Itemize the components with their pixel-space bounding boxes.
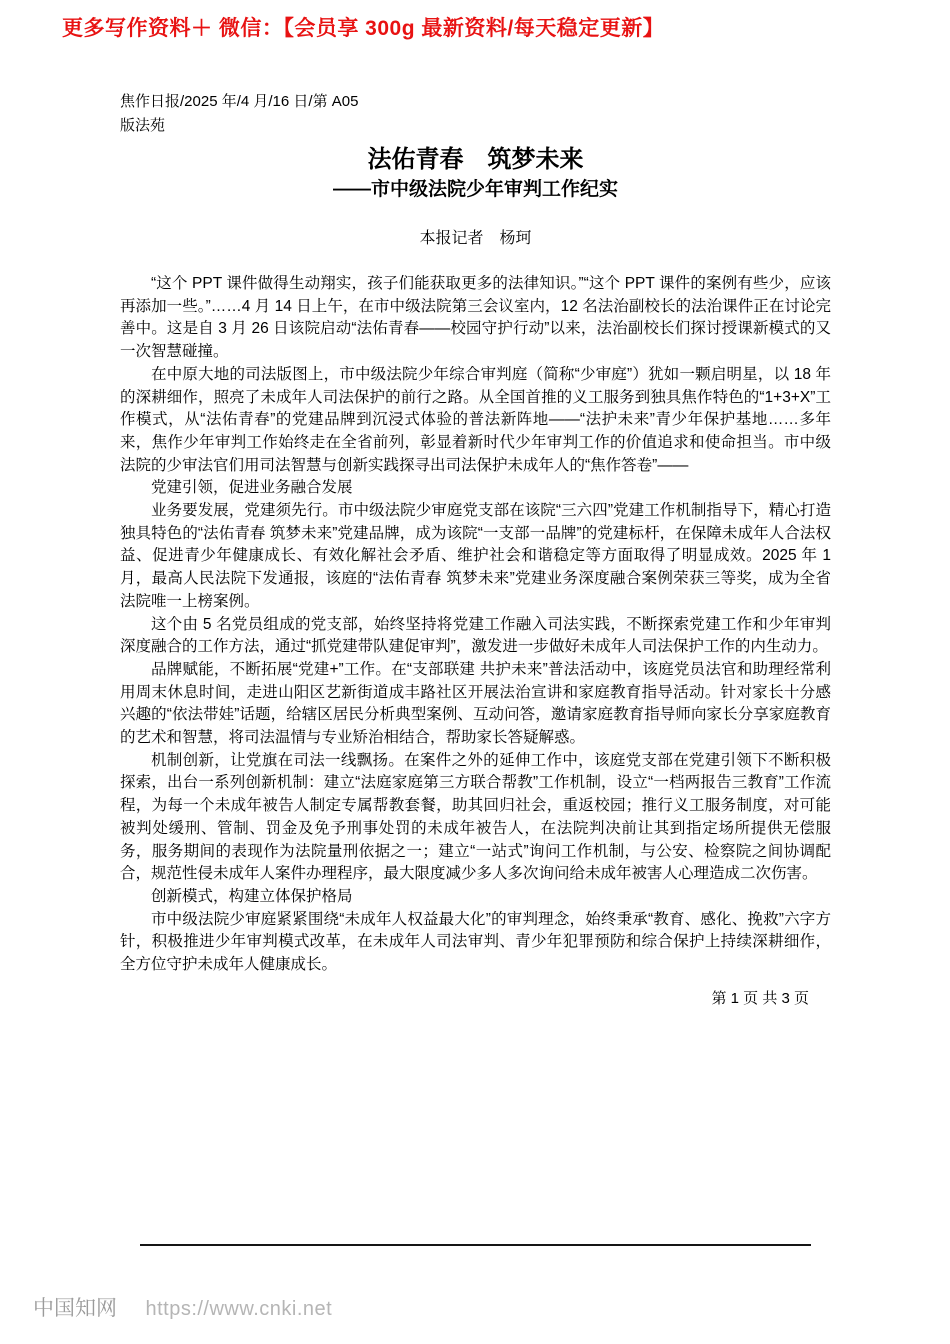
cnki-url: https://www.cnki.net bbox=[145, 1298, 333, 1320]
section-heading: 创新模式，构建立体保护格局 bbox=[151, 887, 353, 905]
article-paragraph: 机制创新，让党旗在司法一线飘扬。在案件之外的延伸工作中，该庭党支部在党建引领下不断积极探索，出台一系列创新机制：建立“法庭家庭第三方联合帮教”工作机制，设立“一档两报告三教育”工作流程，为每一个未成年被告人制定专属帮教套餐，助其回归社会，重返校园；推行义工服务制度，对可能被判处缓刑、管制、罚金及免予刑事处罚的未成年被告人，在法院判决前让其到指定场所提供无偿服务，服务期间的表现作为法院量刑依据之一；建立“一站式”询问工作机制，与公安、检察院之间协调配合，规范性侵未成年人案件办理程序，最大限度减少多人多次询问给未成年被害人心理造成二次伤害。 bbox=[120, 751, 831, 883]
page-number: 第 1 页 共 3 页 bbox=[711, 989, 809, 1007]
footer-divider bbox=[140, 1244, 811, 1246]
article-paragraph: 品牌赋能，不断拓展“党建+”工作。在“支部联建 共护未来”普法活动中，该庭党员法官和助理经常利用周末休息时间，走进山阳区艺新街道成丰路社区开展法治宣讲和家庭教育指导活动。针对家长十分感兴趣的“依法带娃”话题，给辖区居民分析典型案例、互动问答，邀请家庭教育指导师向家长分享家庭教育的艺术和智慧，将司法温情与专业矫治相结合，帮助家长答疑解惑。 bbox=[120, 660, 831, 747]
article-title: 法佑青春 筑梦未来 bbox=[367, 146, 584, 173]
section-heading: 党建引领，促进业务融合发展 bbox=[151, 479, 353, 497]
article-paragraph: 在中原大地的司法版图上，市中级法院少年综合审判庭（简称“少审庭”）犹如一颗启明星，以 18 年的深耕细作，照亮了未成年人司法保护的前行之路。从全国首推的义工服务到独具焦作特色的“1+3+X”工作模式，从“法佑青春”的党建品牌到沉浸式体验的普法新阵地——“法护未来”青少年保护基地……多年来，焦作少年审判工作始终走在全省前列，彰显着新时代少年审判工作的价值追求和使命担当。市中级法院的少审法官们用司法智慧与创新实践探寻出司法保护未成年人的“焦作答卷”—— bbox=[120, 365, 831, 474]
source-line-1: 焦作日报/2025 年/4 月/16 日/第 A05 bbox=[120, 93, 359, 110]
cnki-logo-text: 中国知网 bbox=[33, 1297, 117, 1320]
document-page bbox=[120, 90, 831, 1008]
article-subtitle: ——市中级法院少年审判工作纪实 bbox=[332, 179, 618, 200]
article-paragraph: “这个 PPT 课件做得生动翔实，孩子们能获取更多的法律知识。”“这个 PPT 课件的案例有些少，应该再添加一些。”……4 月 14 日上午，在市中级法院第三会议室内，12 名法治副校长的法治课件正在讨论完善中。这是自 3 月 26 日该院启动“法佑青春——校园守护行动”以来，法治副校长们探讨授课新模式的又一次智慧碰撞。 bbox=[120, 275, 831, 361]
article-byline: 本报记者 杨珂 bbox=[419, 230, 532, 247]
source-line-2: 版法苑 bbox=[120, 117, 166, 134]
article-paragraph: 这个由 5 名党员组成的党支部，始终坚持将党建工作融入司法实践，不断探索党建工作和少年审判深度融合的工作方法，通过“抓党建带队建促审判”，激发进一步做好未成年人司法保护工作的内生动力。 bbox=[120, 615, 831, 656]
article-body bbox=[120, 273, 831, 977]
article-paragraph: 市中级法院少审庭紧紧围绕“未成年人权益最大化”的审判理念，始终秉承“教育、感化、挽救”六字方针，积极推进少年审判模式改革，在未成年人司法审判、青少年犯罪预防和综合保护上持续深耕细作，全方位守护未成年人健康成长。 bbox=[120, 910, 831, 974]
watermark bbox=[33, 1292, 332, 1322]
promo-banner: 更多写作资料＋ 微信：【会员享 300g 最新资料/每天稳定更新】 bbox=[62, 17, 665, 40]
article-paragraph: 业务要发展，党建须先行。市中级法院少审庭党支部在该院“三六四”党建工作机制指导下，精心打造独具特色的“法佑青春 筑梦未来”党建品牌，成为该院“一支部一品牌”的党建标杆，在保障未成年人合法权益、促进青少年健康成长、有效化解社会矛盾、维护社会和谐稳定等方面取得了明显成效。2025 年 1 月，最高人民法院下发通报，该庭的“法佑青春 筑梦未来”党建业务深度融合案例荣获三等奖，成为全省法院唯一上榜案例。 bbox=[120, 502, 831, 610]
